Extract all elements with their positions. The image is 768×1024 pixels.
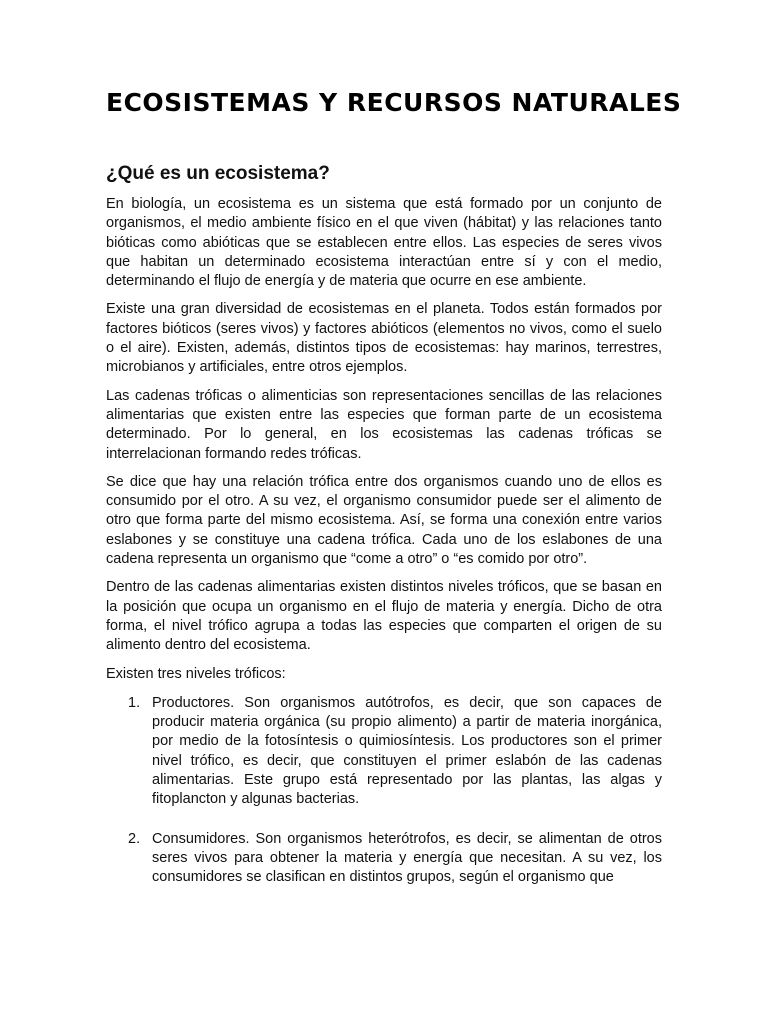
list-item [106, 694, 662, 810]
list-item-text: Productores. Son organismos autótrofos, es decir, que son capaces de producir materia orgánica (su propio alimento) a partir de materia inorgánica, por medio de la fotosíntesis o quimiosíntesis. Los productores son el primer nivel trófico, es decir, que constituyen el primer eslabón de las cadenas alimentarias. Este grupo está representado por las plantas, las algas y fitoplancton y algunas bacterias. [152, 694, 662, 808]
list-item-number: 1. [128, 694, 141, 711]
paragraph-ecosystem-definition: En biología, un ecosistema es un sistema que está formado por un conjunto de organismos, el medio ambiente físico en el que viven (hábitat) y las relaciones tanto bióticas como abióticas que se establecen entre ellos. Las especies de seres vivos que habitan un determinado ecosistema interactúan entre sí y con el medio, determinando el flujo de energía y de materia que ocurre en ese ambiente. [106, 196, 662, 290]
trophic-levels-list [106, 694, 662, 888]
paragraph-levels-intro: Existen tres niveles tróficos: [106, 665, 286, 682]
paragraph-trophic-levels: Dentro de las cadenas alimentarias existen distintos niveles tróficos, que se basan en la posición que ocupa un organismo en el flujo de materia y energía. Dicho de otra forma, el nivel trófico agrupa a todas las especies que comparten el origen de su alimento dentro del ecosistema. [106, 579, 662, 654]
paragraph-trophic-relation: Se dice que hay una relación trófica entre dos organismos cuando uno de ellos es consumido por el otro. A su vez, el organismo consumidor puede ser el alimento de otro que forma parte del mismo ecosistema. Así, se forma una conexión entre varios eslabones y se constituye una cadena trófica. Cada uno de los eslabones de una cadena representa un organismo que “come a otro” o “es comido por otro”. [106, 473, 662, 568]
list-item-number: 2. [128, 830, 141, 847]
list-item-text: Consumidores. Son organismos heterótrofos, es decir, se alimentan de otros seres vivos para obtener la materia y energía que necesitan. A su vez, los consumidores se clasifican en distintos grupos, según el organismo que [152, 830, 662, 886]
paragraph-ecosystem-diversity: Existe una gran diversidad de ecosistemas en el planeta. Todos están formados por factores bióticos (seres vivos) y factores abióticos (elementos no vivos, como el suelo o el aire). Existen, además, distintos tipos de ecosistemas: hay marinos, terrestres, microbianos y artificiales, entre otros ejemplos. [106, 301, 662, 376]
list-item [106, 830, 662, 888]
section-heading: ¿Qué es un ecosistema? [106, 163, 330, 184]
document-title: ECOSISTEMAS Y RECURSOS NATURALES [106, 88, 682, 117]
paragraph-trophic-chains: Las cadenas tróficas o alimenticias son representaciones sencillas de las relaciones alimentarias que existen entre las especies que forman parte de un ecosistema determinado. Por lo general, en los ecosistemas las cadenas tróficas se interrelacionan formando redes tróficas. [106, 387, 662, 462]
